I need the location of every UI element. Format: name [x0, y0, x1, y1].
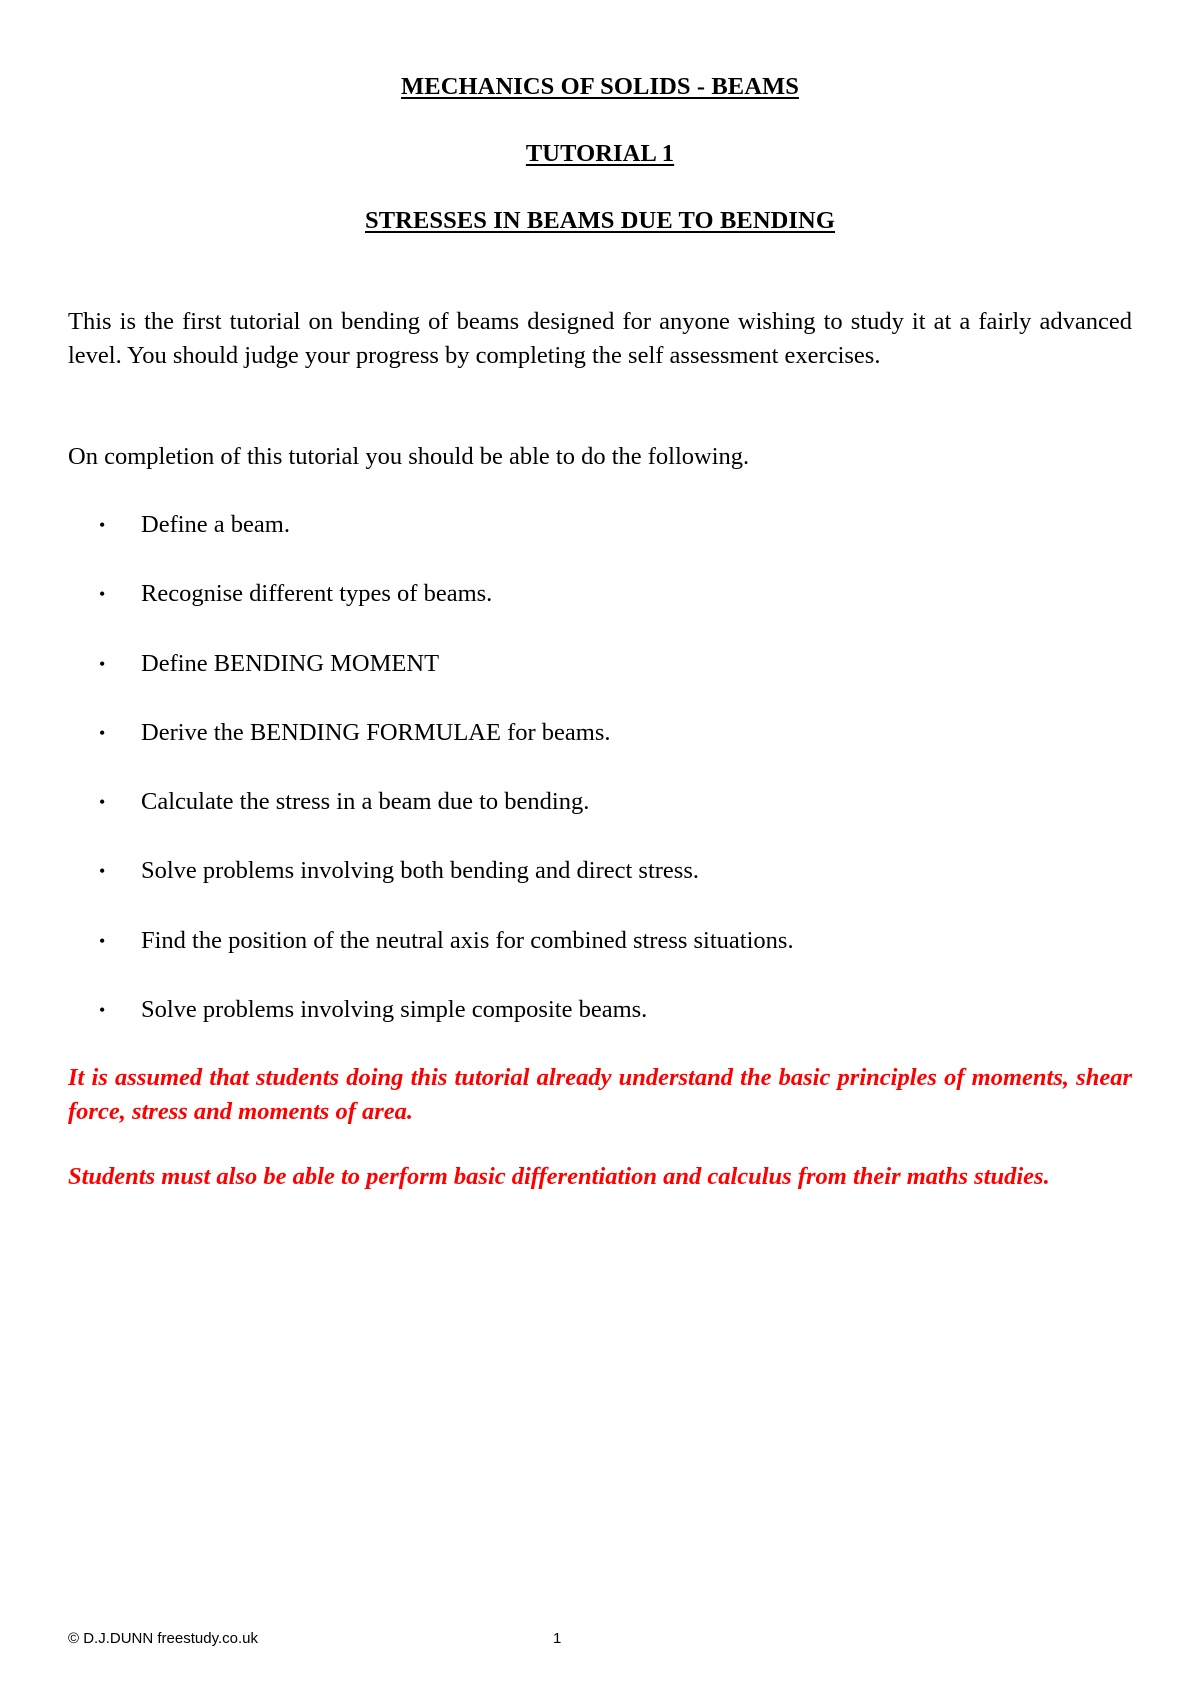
document-subtitle: STRESSES IN BEAMS DUE TO BENDING — [365, 207, 835, 234]
bullet-icon: • — [99, 1000, 106, 1021]
maths-note: Students must also be able to perform basic differentiation and calculus from their maths studies. — [68, 1163, 1050, 1190]
objectives-lead: On completion of this tutorial you should be able to do the following. — [68, 443, 750, 470]
bullet-icon: • — [99, 722, 106, 743]
objective-text: Calculate the stress in a beam due to bending. — [141, 788, 590, 816]
bullet-icon: • — [99, 515, 106, 535]
bullet-icon: • — [99, 653, 106, 674]
intro-paragraph: This is the first tutorial on bending of beams designed for anyone wishing to study it at a fairly advanced level. You should judge your progress by completing the self assessment exercises. — [68, 308, 1132, 369]
page-number: 1 — [553, 1630, 562, 1647]
objective-text: Derive the BENDING FORMULAE for beams. — [141, 718, 611, 746]
objective-text: Define BENDING MOMENT — [141, 649, 440, 677]
document-title: MECHANICS OF SOLIDS - BEAMS — [401, 73, 799, 100]
prerequisite-note: It is assumed that students doing this tutorial already understand the basic principles of moments, shear force, stress and moments of area. — [68, 1064, 1132, 1125]
footer-copyright: © D.J.DUNN freestudy.co.uk — [68, 1630, 258, 1647]
bullet-icon: • — [99, 861, 106, 882]
bullet-icon: • — [99, 930, 106, 951]
objective-text: Solve problems involving simple composite beams. — [141, 996, 648, 1024]
tutorial-heading: TUTORIAL 1 — [525, 140, 675, 167]
objective-text: Define a beam. — [141, 511, 290, 538]
objective-text: Find the position of the neutral axis for combined stress situations. — [141, 926, 794, 954]
objective-text: Solve problems involving both bending and direct stress. — [141, 857, 699, 885]
objective-text: Recognise different types of beams. — [141, 580, 493, 608]
bullet-icon: • — [99, 584, 106, 605]
bullet-icon: • — [99, 792, 106, 813]
